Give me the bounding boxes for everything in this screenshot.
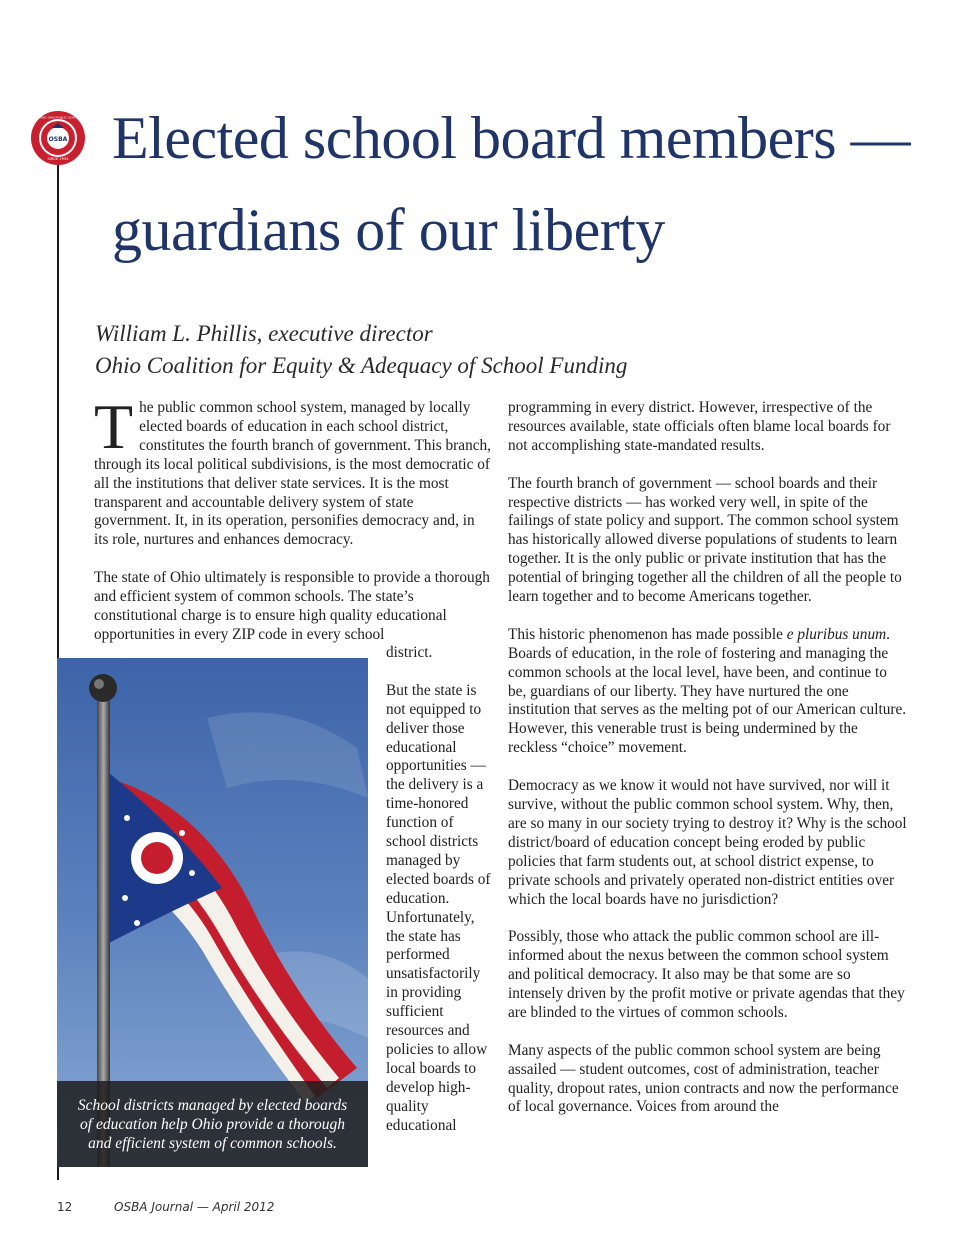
column-2 xyxy=(508,399,908,1136)
column-1-narrow xyxy=(386,644,492,1154)
osba-seal-logo xyxy=(30,110,86,166)
paragraph-programming: programming in every district. However, irrespective of the resources available, state officials often blame local boards for not accomplishing state-mandated results. xyxy=(508,399,891,454)
paragraph-many-aspects: Many aspects of the public common school system are being assailed — student outcomes, cost of administration, teacher quality, dropout rates, union contracts and now the performance of local governance. Voices from around the xyxy=(508,1041,899,1116)
latin-phrase: e pluribus unum xyxy=(786,625,887,643)
paragraph-fourth-branch: The fourth branch of government — school boards and their respective districts — has worked very well, in spite of the failings of state policy and support. The common school system has historically allowed diverse populations of students to learn together. It is the only public or private institution that has the potential of bringing together all the children of all the people to learn together and to become Americans together. xyxy=(508,474,902,606)
journal-name: OSBA Journal — April 2012 xyxy=(114,1200,275,1214)
flag-photo xyxy=(57,658,368,1167)
drop-cap: T xyxy=(94,391,134,462)
photo-caption: School districts managed by elected boards of education help Ohio provide a thorough and efficient system of common schools. xyxy=(57,1081,368,1167)
byline xyxy=(95,318,895,382)
seal-ring-text: SERVING OHIO PUBLIC SCHOOLS xyxy=(33,115,83,120)
paragraph-e-pluribus: This historic phenomenon has made possible e pluribus unum. Boards of education, in the role of fostering and managing the common schools at the local level, have been, and continue to be, guardians of our liberty. They have nurtured the one institution that serves as the melting pot of our American culture. However, this venerable trust is being undermined by the reckless “choice” movement. xyxy=(508,625,907,757)
column-1-top xyxy=(94,391,492,664)
paragraph-state-responsibility-end: district. xyxy=(386,644,433,661)
paragraph-democracy: Democracy as we know it would not have survived, nor will it survive, without the public common school system. Why, then, are so many in our society trying to destroy it? Why is the school district/board of education concept being eroded by public policies that farm students out, at school district expense, to private schools and privately operated non-district entities over which the local boards have no jurisdiction? xyxy=(508,777,907,908)
seal-since-text: SINCE 1955 xyxy=(47,157,69,161)
paragraph-possibly: Possibly, those who attack the public common school are ill-informed about the nexus between the common school system and political democracy. It also may be that some are so intensely driven by the profit motive or private agendas that they are blinded to the virtues of common schools. xyxy=(508,928,905,1021)
paragraph-intro: The public common school system, managed by locally elected boards of education in each school district, constitutes the fourth branch of government. This branch, through its local political subdivisions, is the most democratic of all the institutions that deliver state services. It is the most transparent and accountable delivery system of state government. It, in its operation, personifies democracy and, in its role, nurtures and enhances democracy. xyxy=(94,391,491,549)
author-name: William L. Phillis, executive director xyxy=(95,321,433,346)
author-affiliation: Ohio Coalition for Equity & Adequacy of School Funding xyxy=(95,353,628,378)
seal-center-text: OSBA xyxy=(48,136,68,143)
paragraph-state-responsibility: The state of Ohio ultimately is responsible to provide a thorough and efficient system of common schools. The state’s constitutional charge is to ensure high quality educational opportunities in every ZIP code in every school xyxy=(94,569,490,643)
article-title: Elected school board members — guardians of our liberty xyxy=(112,105,911,263)
paragraph-state-not-equipped: But the state is not equipped to deliver those educational opportunities — the delivery is a time-honored function of school districts managed by elected boards of education. Unfortunately, the state has performed unsatisfactorily in providing sufficient resources and policies to allow local boards to develop high-quality educational xyxy=(386,681,491,1134)
page-number: 12 xyxy=(57,1200,73,1214)
